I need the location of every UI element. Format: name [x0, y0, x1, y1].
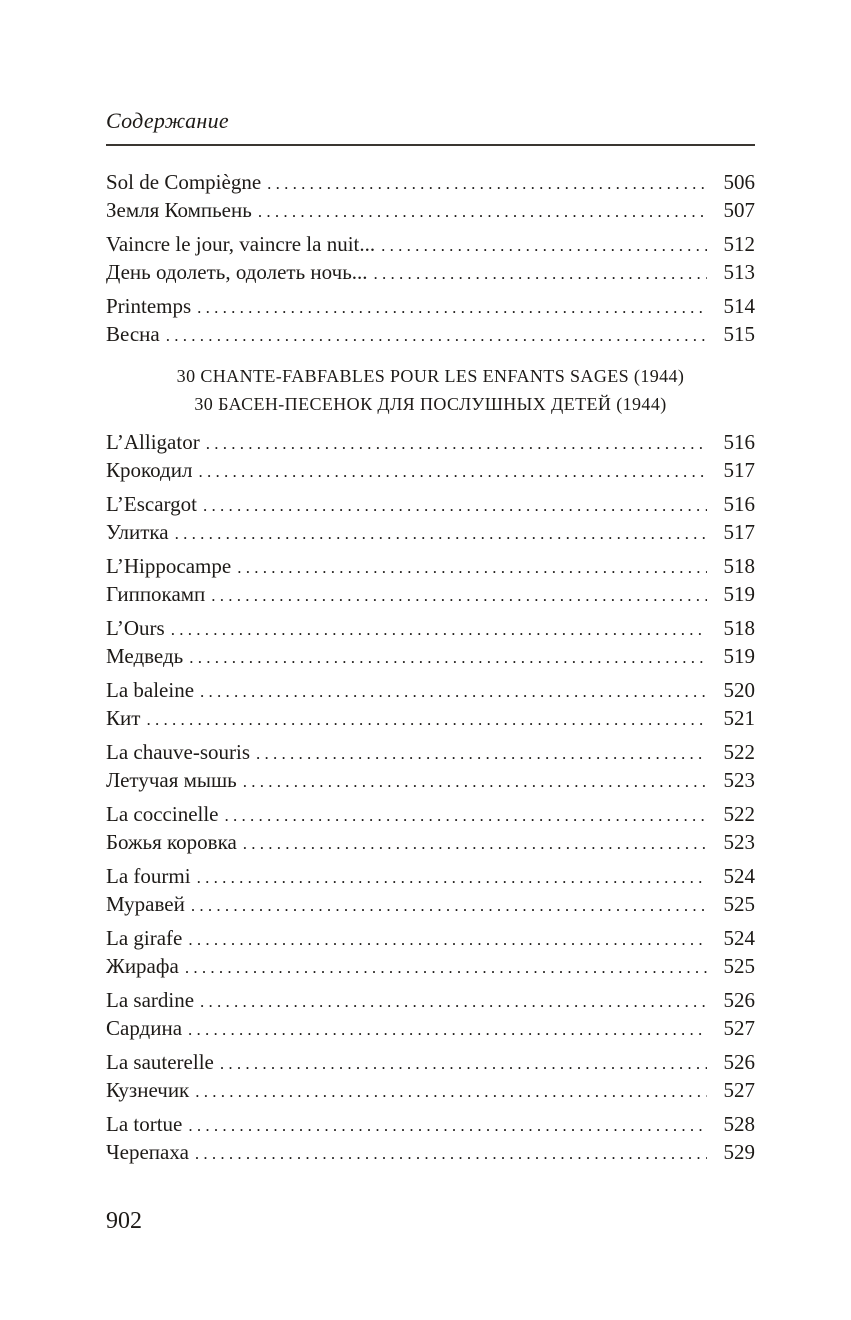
toc-entry-page: 522: [723, 740, 755, 764]
toc-entry: [106, 738, 755, 766]
dot-leader: [243, 768, 707, 796]
toc-entry-page: 525: [723, 892, 755, 916]
toc-entry-page: 525: [723, 954, 755, 978]
toc-entry-pair: [106, 862, 755, 918]
dot-leader: [200, 678, 707, 706]
dot-leader: [195, 1140, 707, 1168]
toc-entry-page: 514: [723, 294, 755, 318]
toc-entry-page: 526: [723, 1050, 755, 1074]
toc-entry: [106, 828, 755, 856]
toc-entry-title: День одолеть, одолеть ночь...: [106, 260, 368, 284]
toc-entry-title: Земля Компьень: [106, 198, 252, 222]
toc-entry: [106, 862, 755, 890]
toc-entry-pair: [106, 292, 755, 348]
toc-entry: [106, 258, 755, 286]
toc-entry-title: La baleine: [106, 678, 195, 702]
dot-leader: [195, 1078, 707, 1106]
book-page: [106, 0, 755, 1320]
toc-entry-pair: [106, 552, 755, 608]
toc-entry-page: 515: [723, 322, 755, 346]
toc-entry-page: 519: [723, 644, 755, 668]
toc-entry-title: Улитка: [106, 520, 169, 544]
toc-entry-page: 518: [723, 554, 755, 578]
toc-entry-title: L’Ours: [106, 616, 165, 640]
toc-entry-title: Божья коровка: [106, 830, 237, 854]
toc-entry: [106, 1110, 755, 1138]
toc-entry-page: 519: [723, 582, 755, 606]
dot-leader: [237, 554, 707, 582]
dot-leader: [374, 260, 707, 288]
toc-entry: [106, 428, 755, 456]
dot-leader: [203, 492, 707, 520]
dot-leader: [258, 198, 707, 226]
dot-leader: [188, 926, 707, 954]
dot-leader: [197, 294, 707, 322]
toc-entry-page: 518: [723, 616, 755, 640]
dot-leader: [206, 430, 707, 458]
toc-entry-title: L’Hippocampe: [106, 554, 232, 578]
dot-leader: [166, 322, 707, 350]
toc-entry-pair: [106, 230, 755, 286]
header-rule: [106, 144, 755, 146]
dot-leader: [188, 1112, 707, 1140]
toc-entry-title: Vaincre le jour, vaincre la nuit...: [106, 232, 376, 256]
toc-entry: [106, 704, 755, 732]
toc-entry-title: Жирафа: [106, 954, 179, 978]
toc-entry-pair: [106, 1110, 755, 1166]
toc-entry: [106, 456, 755, 484]
toc-entry-title: Сардина: [106, 1016, 183, 1040]
toc-entry: [106, 518, 755, 546]
toc-entry: [106, 890, 755, 918]
toc-entry-title: La sauterelle: [106, 1050, 214, 1074]
toc-entry-title: Черепаха: [106, 1140, 189, 1164]
toc-entry-title: Весна: [106, 322, 160, 346]
dot-leader: [381, 232, 707, 260]
toc-entry-title: Printemps: [106, 294, 192, 318]
toc-entry-pair: [106, 428, 755, 484]
toc-entry-page: 517: [723, 520, 755, 544]
toc-entry-title: La fourmi: [106, 864, 191, 888]
toc-entry: [106, 766, 755, 794]
toc-entry-pair: [106, 800, 755, 856]
toc-entry: [106, 230, 755, 258]
toc-entry: [106, 1138, 755, 1166]
toc-entry-title: L’Alligator: [106, 430, 200, 454]
toc-entry: [106, 552, 755, 580]
toc-entry-title: Муравей: [106, 892, 185, 916]
dot-leader: [146, 706, 707, 734]
toc-entry-title: La coccinelle: [106, 802, 219, 826]
dot-leader: [243, 830, 707, 858]
toc-entry-page: 522: [723, 802, 755, 826]
page-number: 902: [106, 1208, 142, 1234]
toc-entry: [106, 952, 755, 980]
dot-leader: [189, 644, 707, 672]
dot-leader: [185, 954, 707, 982]
toc-entry-pair: [106, 614, 755, 670]
running-head: Содержание: [106, 108, 230, 133]
toc-entry: [106, 1048, 755, 1076]
toc-entry-page: 523: [723, 830, 755, 854]
toc-entry: [106, 292, 755, 320]
section-heading: [106, 362, 755, 418]
toc-entry-title: La girafe: [106, 926, 183, 950]
toc-entry-page: 520: [723, 678, 755, 702]
table-of-contents: [106, 168, 755, 1172]
toc-entry-pair: [106, 490, 755, 546]
toc-entry-title: Медведь: [106, 644, 184, 668]
toc-entry-page: 523: [723, 768, 755, 792]
toc-entry: [106, 614, 755, 642]
toc-entry: [106, 320, 755, 348]
toc-entry-pair: [106, 924, 755, 980]
toc-entry-title: Sol de Compiègne: [106, 170, 262, 194]
toc-entry-pair: [106, 738, 755, 794]
toc-entry: [106, 986, 755, 1014]
toc-entry-title: L’Escargot: [106, 492, 197, 516]
toc-entry-page: 513: [723, 260, 755, 284]
section-title-ru: 30 БАСЕН-ПЕСЕНОК ДЛЯ ПОСЛУШНЫХ ДЕТЕЙ (1944): [194, 394, 667, 414]
toc-entry: [106, 676, 755, 704]
toc-entry: [106, 168, 755, 196]
toc-entry-title: Летучая мышь: [106, 768, 237, 792]
toc-entry-page: 524: [723, 864, 755, 888]
toc-entry-pair: [106, 1048, 755, 1104]
dot-leader: [225, 802, 707, 830]
toc-entry: [106, 800, 755, 828]
toc-entry-title: Крокодил: [106, 458, 193, 482]
toc-groups-after: [106, 428, 755, 1166]
toc-entry: [106, 196, 755, 224]
toc-entry: [106, 1076, 755, 1104]
toc-entry-page: 527: [723, 1078, 755, 1102]
toc-groups-before: [106, 168, 755, 348]
toc-entry-title: Кузнечик: [106, 1078, 190, 1102]
toc-entry-page: 516: [723, 430, 755, 454]
dot-leader: [200, 988, 707, 1016]
dot-leader: [171, 616, 707, 644]
dot-leader: [197, 864, 707, 892]
toc-entry: [106, 642, 755, 670]
toc-entry-title: Кит: [106, 706, 141, 730]
toc-entry-page: 521: [723, 706, 755, 730]
toc-entry-page: 512: [723, 232, 755, 256]
toc-entry: [106, 1014, 755, 1042]
toc-entry-title: La sardine: [106, 988, 195, 1012]
dot-leader: [188, 1016, 707, 1044]
toc-entry-page: 517: [723, 458, 755, 482]
toc-entry-pair: [106, 986, 755, 1042]
dot-leader: [191, 892, 707, 920]
toc-entry-page: 506: [723, 170, 755, 194]
dot-leader: [256, 740, 707, 768]
toc-entry: [106, 490, 755, 518]
dot-leader: [267, 170, 707, 198]
dot-leader: [175, 520, 707, 548]
toc-entry-pair: [106, 168, 755, 224]
toc-entry-page: 528: [723, 1112, 755, 1136]
dot-leader: [198, 458, 707, 486]
section-title-fr: 30 CHANTE-FABFABLES POUR LES ENFANTS SAGES (1944): [176, 366, 685, 386]
toc-entry-pair: [106, 676, 755, 732]
toc-entry-page: 507: [723, 198, 755, 222]
dot-leader: [220, 1050, 707, 1078]
dot-leader: [211, 582, 707, 610]
toc-entry-title: Гиппокамп: [106, 582, 206, 606]
toc-entry-title: La tortue: [106, 1112, 183, 1136]
toc-entry-page: 524: [723, 926, 755, 950]
toc-entry-page: 529: [723, 1140, 755, 1164]
toc-entry: [106, 924, 755, 952]
toc-entry-title: La chauve-souris: [106, 740, 251, 764]
toc-entry: [106, 580, 755, 608]
toc-entry-page: 516: [723, 492, 755, 516]
toc-entry-page: 527: [723, 1016, 755, 1040]
toc-entry-page: 526: [723, 988, 755, 1012]
